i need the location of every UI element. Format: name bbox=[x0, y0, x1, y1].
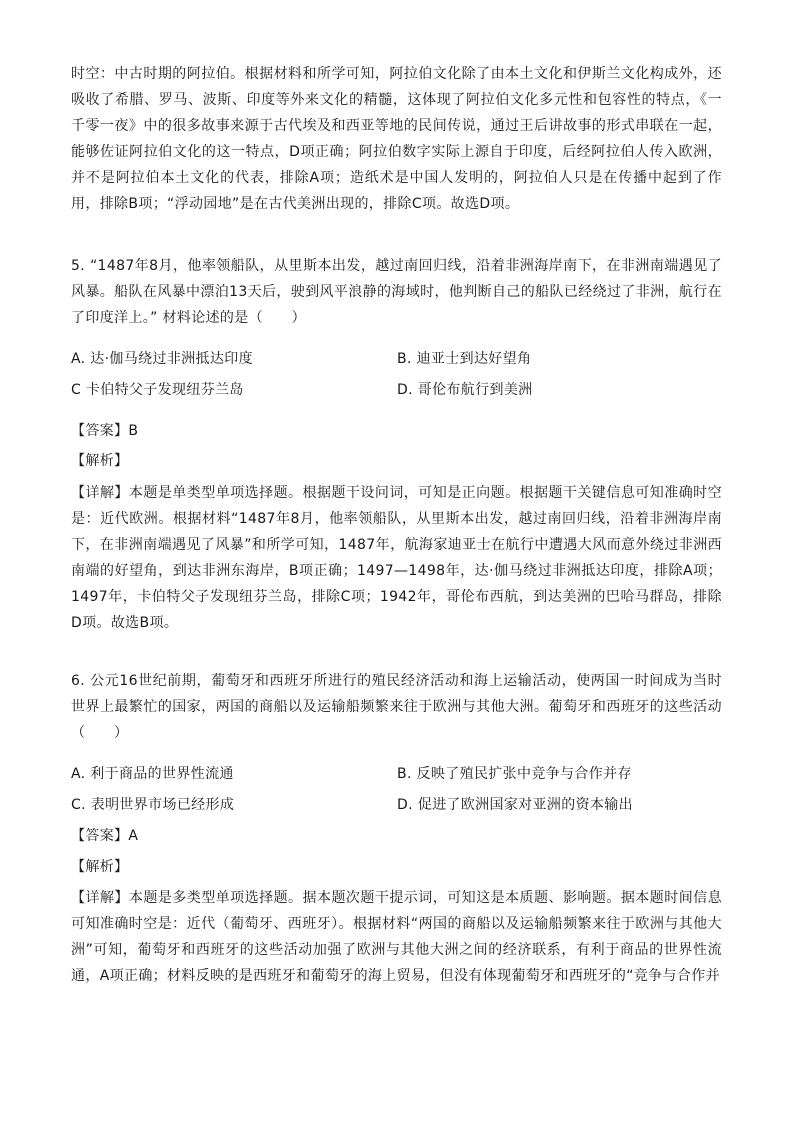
q6-option-a: A. 利于商品的世界性流通 bbox=[71, 766, 234, 782]
q5-answer: 【答案】B bbox=[71, 423, 139, 439]
q5-detail: 【详解】本题是单类型单项选择题。根据题干设问词，可知是正向题。根据题干关键信息可知准确时空是：近代欧洲。根据材料“1487年8月，他率领船队，从里斯本出发，越过南回归线，沿着非洲海岸南下，在非洲南端遇见了风暴”和所学可知，1487年，航海家迪亚士在航行中遭遇大风而意外绕过非洲西南端的好望角，到达非洲东海岸，B项正确；1497—1498年，达·伽马绕过非洲抵达印度，排除A项；1497年，卡伯特父子发现纽芬兰岛，排除C项；1942年，哥伦布西航，到达美洲的巴哈马群岛，排除D项。故选B项。 bbox=[71, 485, 722, 631]
q5-option-c: C 卡伯特父子发现纽芬兰岛 bbox=[71, 382, 244, 398]
q6-answer: 【答案】A bbox=[71, 828, 139, 844]
q5-stem: 5. “1487年8月，他率领船队，从里斯本出发，越过南回归线，沿着非洲海岸南下，在非洲南端遇见了风暴。船队在风暴中漂泊13天后，驶到风平浪静的海域时，他判断自己的船队已经绕过了非洲，航行在了印度洋上。” 材料论述的是（ ） bbox=[71, 258, 722, 326]
q4-analysis-paragraph: 时空：中古时期的阿拉伯。根据材料和所学可知，阿拉伯文化除了由本土文化和伊斯兰文化构成外，还吸收了希腊、罗马、波斯、印度等外来文化的精髓，这体现了阿拉伯文化多元性和包容性的特点，《一千零一夜》中的很多故事来源于古代埃及和西亚等地的民间传说，通过王后讲故事的形式串联在一起，能够佐证阿拉伯文化的这一特点，D项正确；阿拉伯数字实际上源自于印度，后经阿拉伯人传入欧洲，并不是阿拉伯本土文化的代表，排除A项；造纸术是中国人发明的，阿拉伯人只是在传播中起到了作用，排除B项；“浮动园地”是在古代美洲出现的，排除C项。故选D项。 bbox=[71, 66, 722, 212]
q6-option-c: C. 表明世界市场已经形成 bbox=[71, 797, 235, 813]
q5-option-b: B. 迪亚士到达好望角 bbox=[397, 351, 532, 367]
q5-option-d: D. 哥伦布航行到美洲 bbox=[397, 382, 533, 398]
q6-option-d: D. 促进了欧洲国家对亚洲的资本输出 bbox=[397, 797, 633, 813]
q5-option-a: A. 达·伽马绕过非洲抵达印度 bbox=[71, 351, 253, 367]
q6-stem: 6. 公元16世纪前期，葡萄牙和西班牙所进行的殖民经济活动和海上运输活动，使两国一时间成为当时世界上最繁忙的国家，两国的商船以及运输船频繁来往于欧洲与其他大洲。葡萄牙和西班牙的这些活动（ ） bbox=[71, 673, 722, 741]
q6-option-b: B. 反映了殖民扩张中竞争与合作并存 bbox=[397, 766, 632, 782]
q5-analysis-label: 【解析】 bbox=[71, 453, 129, 469]
q6-detail: 【详解】本题是多类型单项选择题。据本题次题干提示词，可知这是本质题、影响题。据本题时间信息可知准确时空是：近代（葡萄牙、西班牙）。根据材料“两国的商船以及运输船频繁来往于欧洲与其他大洲”可知，葡萄牙和西班牙的这些活动加强了欧洲与其他大洲之间的经济联系，有利于商品的世界性流通，A项正确；材料反映的是西班牙和葡萄牙的海上贸易，但没有体现葡萄牙和西班牙的“竞争与合作并 bbox=[71, 890, 722, 984]
q6-analysis-label: 【解析】 bbox=[71, 859, 129, 875]
